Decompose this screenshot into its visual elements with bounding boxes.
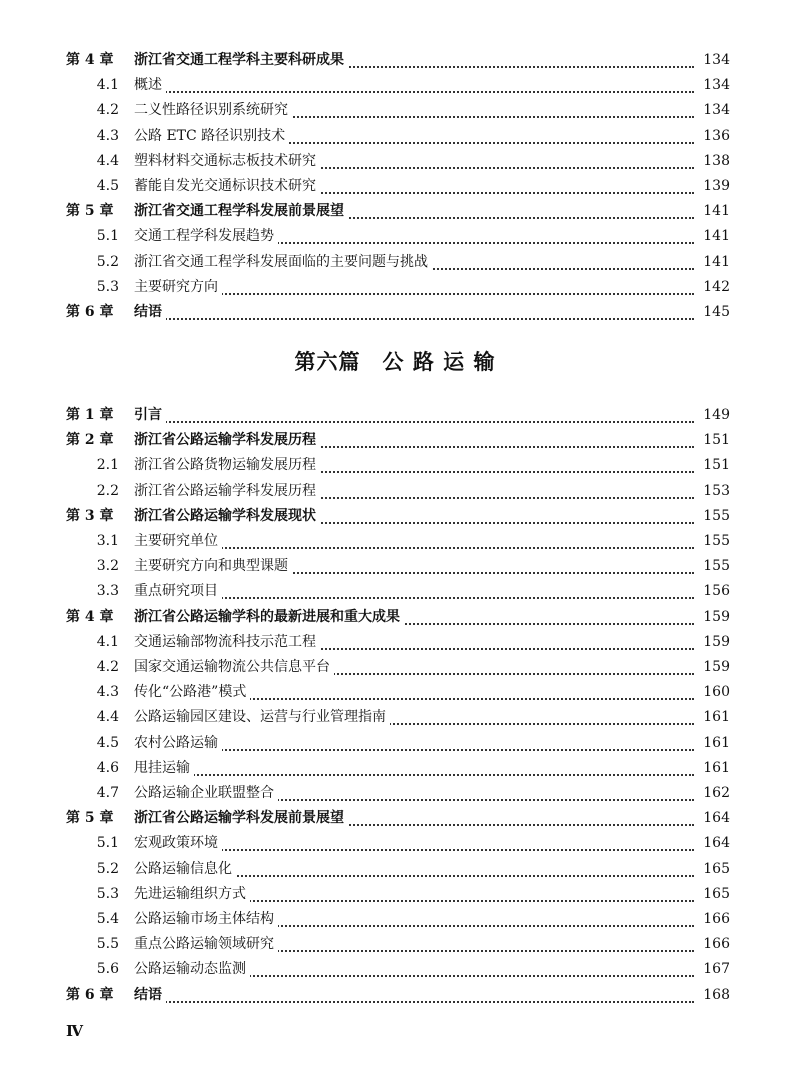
toc-entry-page: 149: [699, 403, 730, 428]
toc-chapter-row[interactable]: [0, 300, 790, 325]
toc-chapter-row[interactable]: [0, 806, 790, 831]
toc-dot-leader: [134, 89, 694, 93]
toc-entry-title: 浙江省公路货物运输发展历程: [134, 453, 320, 478]
toc-entry-page: 153: [699, 479, 730, 504]
toc-section-row[interactable]: [0, 907, 790, 932]
toc-entry-number: 5.1: [96, 228, 119, 245]
toc-entry-title: 国家交通运输物流公共信息平台: [134, 655, 334, 680]
toc-entry-title: 结语: [134, 983, 166, 1008]
toc-chapter-row[interactable]: [0, 428, 790, 453]
toc-entry-page: 168: [699, 983, 730, 1008]
toc-section-row[interactable]: [0, 731, 790, 756]
toc-section-row[interactable]: [0, 831, 790, 856]
toc-section-row[interactable]: [0, 275, 790, 300]
toc-entry-number: 第 4 章: [66, 52, 114, 68]
toc-chapter-row[interactable]: [0, 605, 790, 630]
toc-entry-number: 4.7: [96, 785, 119, 801]
toc-entry-page: 155: [699, 504, 730, 529]
toc-entry-title: 重点公路运输领域研究: [134, 932, 278, 957]
toc-entry-page: 141: [699, 224, 730, 249]
toc-entry-page: 155: [699, 529, 730, 554]
toc-entry-number: 4.2: [96, 659, 119, 675]
toc-entry-title: 重点研究项目: [134, 579, 222, 604]
toc-entry-page: 156: [699, 579, 730, 604]
toc-entry-page: 141: [699, 250, 730, 275]
toc-entry-number: 第 5 章: [66, 203, 114, 220]
toc-entry-number: 2.2: [96, 482, 119, 499]
toc-dot-leader: [134, 999, 694, 1003]
toc-entry-title: 浙江省公路运输学科的最新进展和重大成果: [134, 605, 404, 630]
toc-entry-title: 结语: [134, 300, 166, 325]
toc-entry-title: 主要研究单位: [134, 529, 222, 554]
toc-entry-page: 141: [699, 199, 730, 224]
toc-entry-number: 4.4: [96, 152, 119, 169]
toc-entry-title: 二义性路径识别系统研究: [134, 98, 292, 123]
toc-entry-number: 4.2: [96, 102, 119, 119]
toc-entry-number: 2.1: [96, 457, 119, 474]
toc-entry-number: 5.4: [96, 911, 119, 927]
toc-entry-number: 4.3: [96, 684, 119, 701]
toc-entry-title: 交通工程学科发展趋势: [134, 224, 278, 249]
toc-section-row[interactable]: [0, 529, 790, 554]
toc-section-row[interactable]: [0, 149, 790, 174]
toc-entry-page: 155: [699, 554, 730, 579]
toc-entry-title: 概述: [134, 73, 166, 98]
toc-section-row[interactable]: [0, 73, 790, 98]
toc-entry-number: 第 6 章: [66, 304, 114, 320]
toc-entry-page: 159: [699, 605, 730, 630]
toc-entry-title: 农村公路运输: [134, 731, 222, 756]
toc-entry-page: 161: [699, 756, 730, 781]
toc-entry-page: 167: [699, 957, 730, 982]
toc-entry-page: 142: [699, 275, 730, 300]
toc-entry-page: 138: [699, 149, 730, 174]
toc-section-row[interactable]: [0, 98, 790, 123]
toc-section-row[interactable]: [0, 680, 790, 705]
toc-entry-page: 161: [699, 731, 730, 756]
toc-entry-number: 5.3: [96, 885, 119, 902]
toc-entry-title: 浙江省公路运输学科发展现状: [134, 504, 320, 529]
toc-section-row[interactable]: [0, 857, 790, 882]
part-title: 第六篇 公 路 运 输: [294, 349, 496, 374]
toc-entry-title: 蓄能自发光交通标识技术研究: [134, 174, 320, 199]
toc-section-row[interactable]: [0, 705, 790, 730]
toc-chapter-row[interactable]: [0, 504, 790, 529]
toc-entry-title: 主要研究方向: [134, 275, 222, 300]
toc-entry-title: 交通运输部物流科技示范工程: [134, 630, 320, 655]
toc-entry-number: 第 2 章: [66, 432, 114, 449]
toc-section-row[interactable]: [0, 756, 790, 781]
toc-entry-page: 161: [699, 705, 730, 730]
toc-entry-number: 4.4: [96, 709, 119, 726]
toc-chapter-row[interactable]: [0, 48, 790, 73]
toc-chapter-row[interactable]: [0, 199, 790, 224]
toc-entry-number: 4.1: [96, 633, 119, 650]
toc-entry-page: 159: [699, 655, 730, 680]
toc-section-row[interactable]: [0, 655, 790, 680]
toc-entry-number: 5.1: [96, 835, 119, 852]
toc-entry-page: 164: [699, 831, 730, 856]
toc-entry-number: 第 4 章: [66, 608, 114, 625]
toc-entry-number: 5.6: [96, 961, 119, 978]
toc-entry-title: 浙江省交通工程学科发展面临的主要问题与挑战: [134, 250, 432, 275]
page-number: Ⅳ: [66, 1022, 84, 1040]
toc-entry-number: 5.2: [96, 253, 119, 270]
toc-section-row[interactable]: [0, 224, 790, 249]
toc-entry-title: 公路运输动态监测: [134, 957, 250, 982]
toc-section-row[interactable]: [0, 554, 790, 579]
toc-entry-page: 134: [699, 48, 730, 73]
toc-entry-page: 162: [699, 781, 730, 806]
toc-entry-number: 5.2: [96, 860, 119, 877]
toc-entry-title: 公路 ETC 路径识别技术: [134, 124, 289, 149]
toc-dot-leader: [134, 419, 694, 423]
toc-entry-number: 4.5: [96, 178, 119, 194]
toc-section-row[interactable]: [0, 932, 790, 957]
toc-entry-page: 164: [699, 806, 730, 831]
toc-section-row[interactable]: [0, 250, 790, 275]
toc-entry-page: 139: [699, 174, 730, 199]
toc-entry-page: 165: [699, 857, 730, 882]
toc-entry-title: 公路运输园区建设、运营与行业管理指南: [134, 705, 390, 730]
toc-section-row[interactable]: [0, 781, 790, 806]
toc-entry-title: 甩挂运输: [134, 756, 194, 781]
toc-entry-number: 第 1 章: [66, 407, 114, 423]
toc-entry-page: 134: [699, 98, 730, 123]
toc-entry-title: 浙江省公路运输学科发展历程: [134, 479, 320, 504]
toc-entry-page: 166: [699, 907, 730, 932]
toc-entry-title: 浙江省公路运输学科发展历程: [134, 428, 320, 453]
toc-entry-page: 165: [699, 882, 730, 907]
toc-entry-page: 160: [699, 680, 730, 705]
toc-entry-page: 151: [699, 453, 730, 478]
toc-entry-page: 145: [699, 300, 730, 325]
toc-entry-page: 166: [699, 932, 730, 957]
toc-entry-number: 3.2: [96, 558, 119, 575]
toc-entry-number: 3.3: [96, 583, 119, 600]
toc-entry-number: 4.1: [96, 77, 119, 94]
toc-entry-number: 4.6: [96, 759, 119, 776]
toc-section-row[interactable]: [0, 579, 790, 604]
toc-section-row[interactable]: [0, 479, 790, 504]
toc-entry-page: 159: [699, 630, 730, 655]
toc-entry-page: 151: [699, 428, 730, 453]
toc-section-row[interactable]: [0, 174, 790, 199]
toc-dot-leader: [134, 316, 694, 320]
toc-section-row[interactable]: [0, 957, 790, 982]
toc-entry-page: 134: [699, 73, 730, 98]
toc-entry-page: 136: [699, 124, 730, 149]
toc-section-row[interactable]: [0, 124, 790, 149]
toc-dot-leader: [134, 772, 694, 776]
toc-entry-title: 浙江省公路运输学科发展前景展望: [134, 806, 348, 831]
toc-entry-title: 塑料材料交通标志板技术研究: [134, 149, 320, 174]
toc-entry-title: 公路运输企业联盟整合: [134, 781, 278, 806]
toc-section-row[interactable]: [0, 630, 790, 655]
toc-chapter-row[interactable]: [0, 983, 790, 1008]
toc-entry-number: 第 6 章: [66, 986, 114, 1003]
toc-entry-title: 公路运输信息化: [134, 857, 236, 882]
toc-entry-title: 浙江省交通工程学科发展前景展望: [134, 199, 348, 224]
toc-entry-number: 5.5: [96, 936, 119, 953]
toc-entry-title: 浙江省交通工程学科主要科研成果: [134, 48, 348, 73]
toc-entry-number: 3.1: [96, 533, 119, 549]
toc-entry-title: 公路运输市场主体结构: [134, 907, 278, 932]
toc-entry-title: 先进运输组织方式: [134, 882, 250, 907]
toc-entry-number: 4.5: [96, 734, 119, 751]
toc-entry-number: 5.3: [96, 278, 119, 295]
toc-entry-number: 第 3 章: [66, 507, 114, 524]
toc-entry-title: 宏观政策环境: [134, 831, 222, 856]
toc-entry-title: 主要研究方向和典型课题: [134, 554, 292, 579]
toc-entry-number: 4.3: [96, 127, 119, 144]
toc-entry-title: 传化“公路港”模式: [134, 680, 250, 705]
toc-entry-number: 第 5 章: [66, 810, 114, 827]
toc-entry-title: 引言: [134, 403, 166, 428]
toc-chapter-row[interactable]: [0, 403, 790, 428]
toc-section-row[interactable]: [0, 453, 790, 478]
toc-section-row[interactable]: [0, 882, 790, 907]
